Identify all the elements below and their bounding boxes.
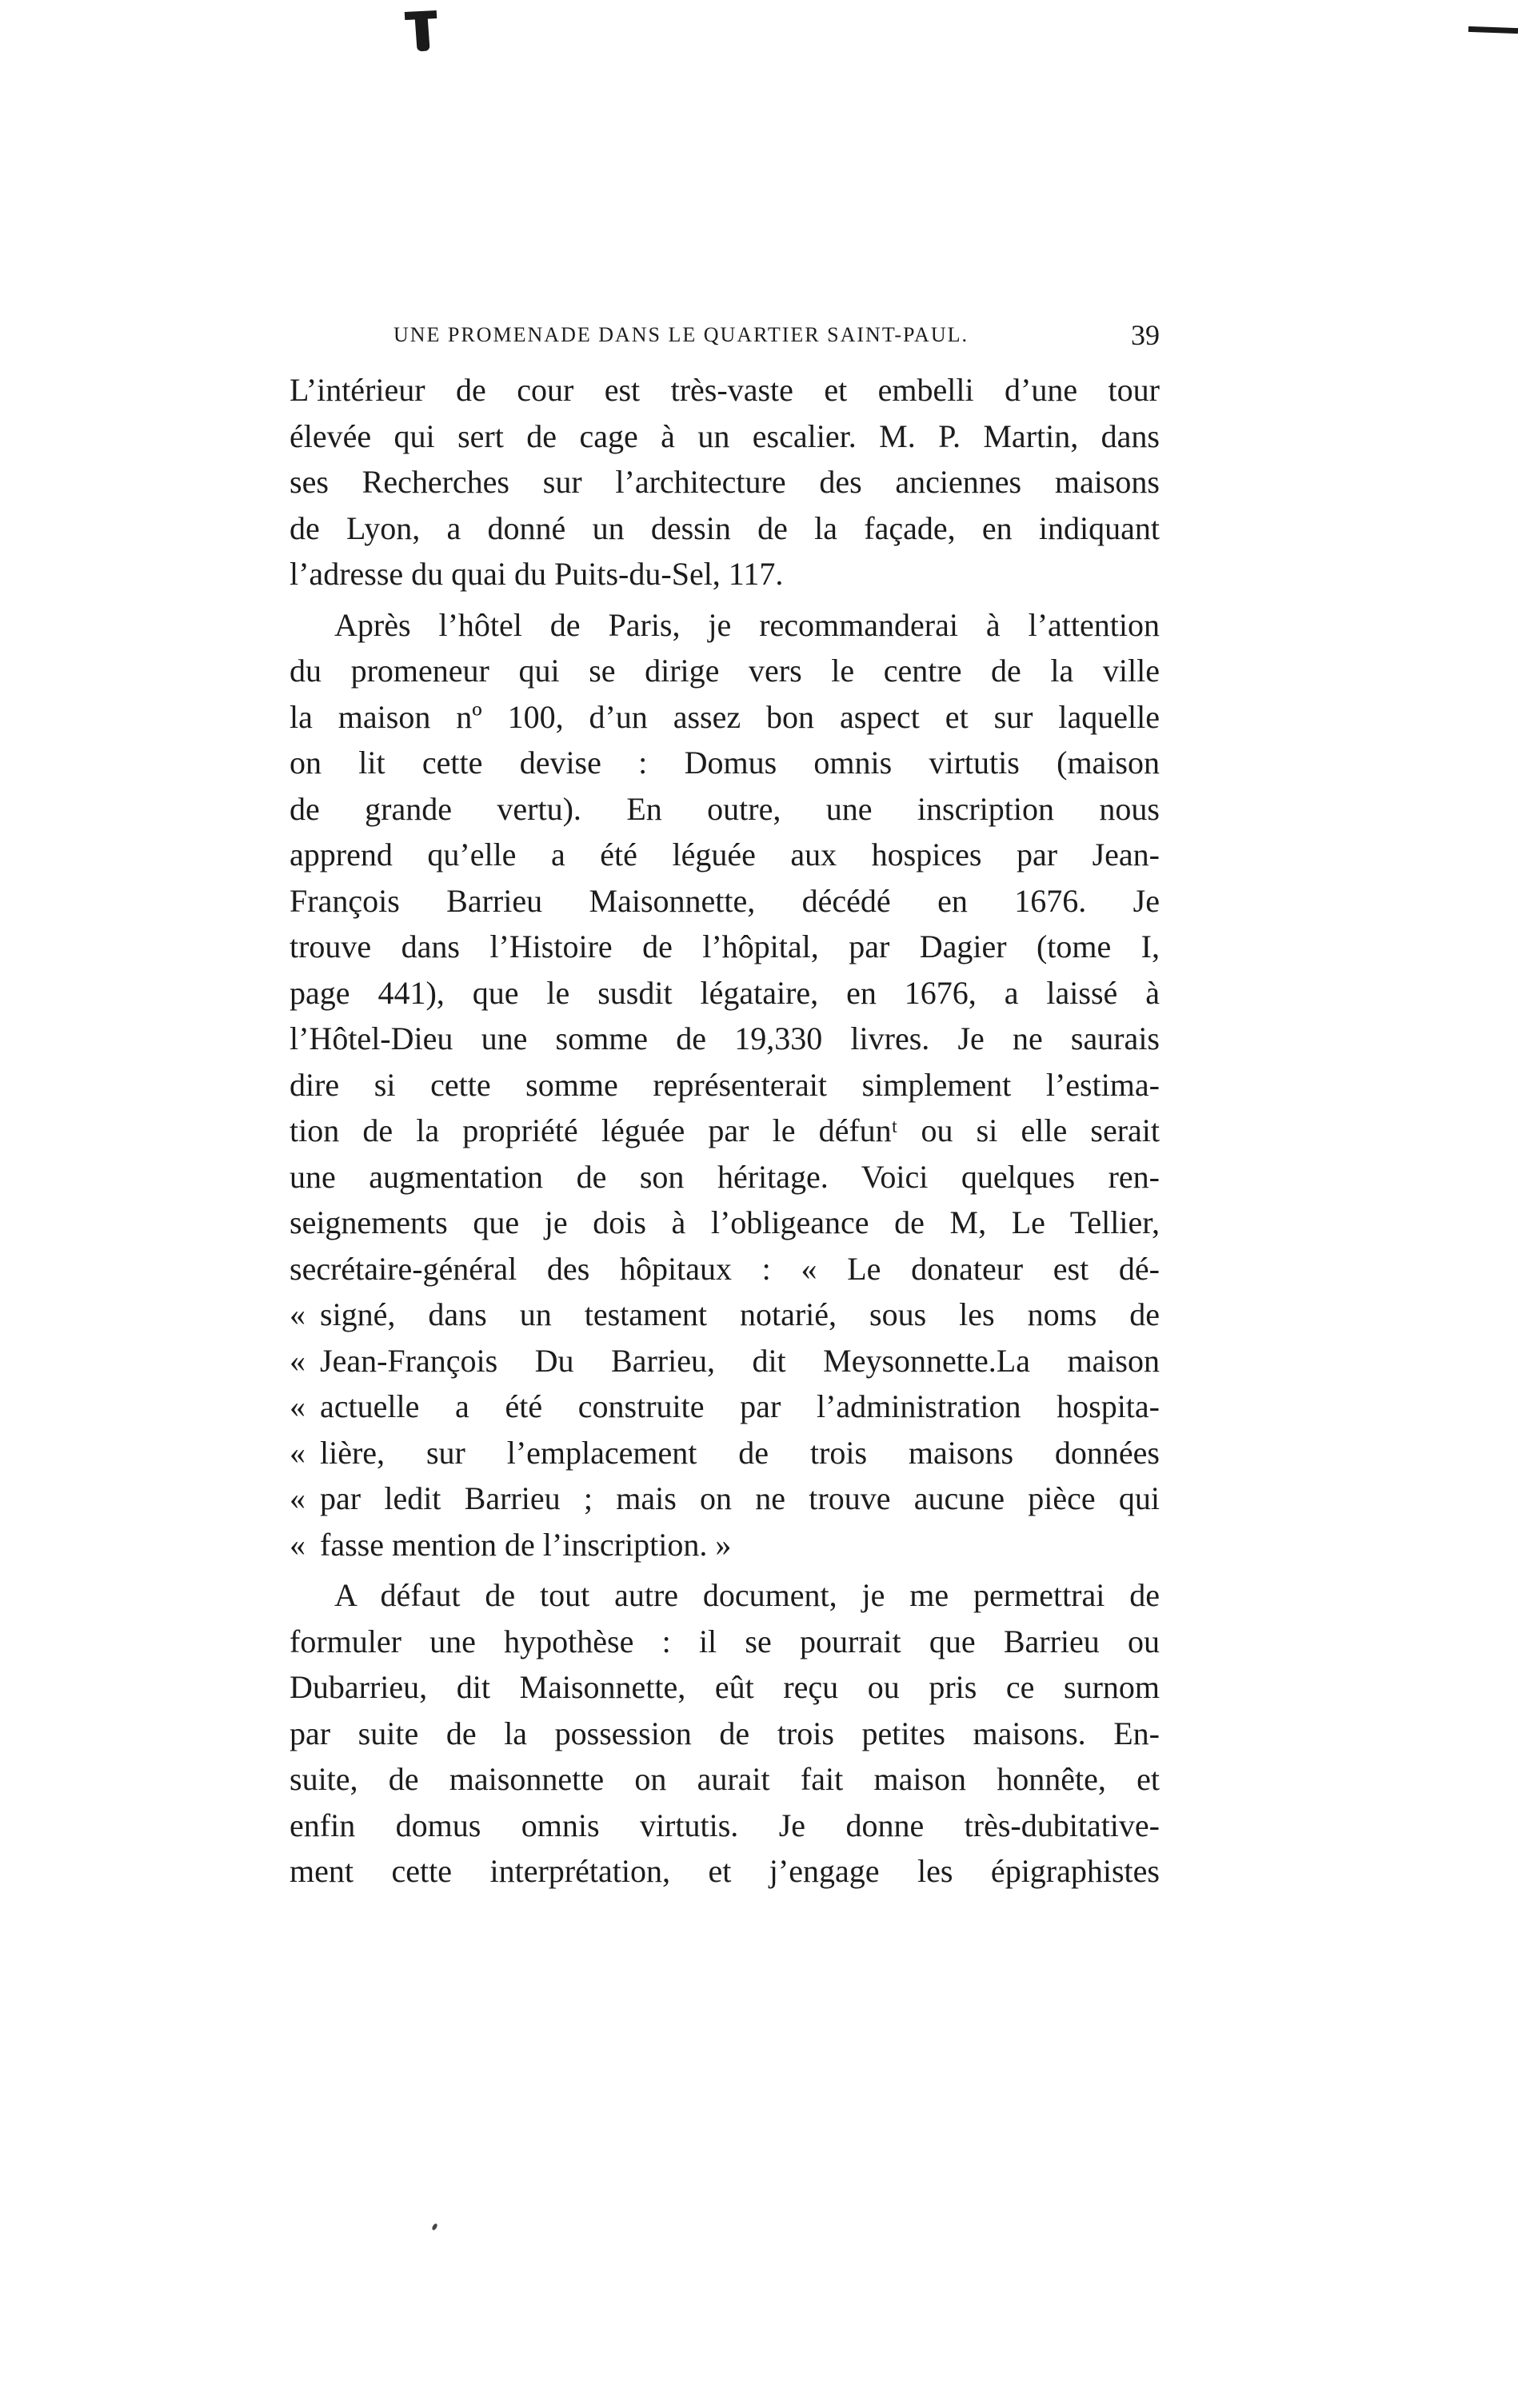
- quote-text: fasse mention de l’inscription. »: [320, 1526, 732, 1563]
- text-line: de grande vertu). En outre, une inscription nous: [290, 790, 1160, 827]
- text-line: François Barrieu Maisonnette, décédé en 1676. Je: [290, 882, 1160, 919]
- quote-line: [290, 1292, 1160, 1338]
- page-number: 39: [1131, 319, 1160, 351]
- text-line: l’adresse du quai du Puits-du-Sel, 117.: [290, 556, 784, 592]
- running-head: UNE PROMENADE DANS LE QUARTIER SAINT-PAUL.: [393, 323, 969, 346]
- text-line: L’intérieur de cour est très-vaste et embelli d’une tour: [290, 372, 1160, 408]
- quote-text: signé, dans un testament notarié, sous les noms de: [320, 1296, 1160, 1332]
- quote-line: [290, 1338, 1160, 1384]
- page-body: [290, 367, 1160, 1895]
- quote-text: actuelle a été construite par l’administration hospita-: [320, 1388, 1160, 1424]
- text-line: ment cette interprétation, et j’engage les épigraphistes: [290, 1853, 1160, 1889]
- quote-line: [290, 1430, 1160, 1476]
- text-line: on lit cette devise : Domus omnis virtutis (maison: [290, 745, 1160, 781]
- quote-mark: «: [290, 1480, 306, 1516]
- text-line: enfin domus omnis virtutis. Je donne très-dubitative-: [290, 1807, 1160, 1843]
- text-line: formuler une hypothèse : il se pourrait que Barrieu ou: [290, 1623, 1160, 1659]
- quote-mark: «: [290, 1342, 306, 1379]
- text-line: Après l’hôtel de Paris, je recommanderai à l’attention: [334, 606, 1160, 643]
- text-line: une augmentation de son héritage. Voici quelques ren-: [290, 1158, 1160, 1195]
- quote-line: [290, 1384, 1160, 1430]
- ink-speck: [431, 2222, 438, 2230]
- text-line: dire si cette somme représenterait simplement l’estima-: [290, 1066, 1160, 1103]
- text-line: l’Hôtel-Dieu une somme de 19,330 livres. Je ne saurais: [290, 1020, 1160, 1056]
- text-line: apprend qu’elle a été léguée aux hospices par Jean-: [290, 837, 1160, 873]
- quote-line: [290, 1476, 1160, 1522]
- text-line: de Lyon, a donné un dessin de la façade, en indiquant: [290, 509, 1160, 546]
- text-line: A défaut de tout autre document, je me permettrai de: [334, 1577, 1160, 1613]
- text-line: suite, de maisonnette on aurait fait maison honnête, et: [290, 1761, 1160, 1797]
- text-line: page 441), que le susdit légataire, en 1676, a laissé à: [290, 974, 1160, 1011]
- text-line: élevée qui sert de cage à un escalier. M. P. Martin, dans: [290, 417, 1160, 454]
- text-line: du promeneur qui se dirige vers le centre de la ville: [290, 653, 1160, 689]
- text-line: la maison nº 100, d’un assez bon aspect et sur laquelle: [290, 698, 1160, 735]
- text-line: seignements que je dois à l’obligeance de M, Le Tellier,: [290, 1204, 1160, 1240]
- quote-text: lière, sur l’emplacement de trois maisons données: [320, 1434, 1160, 1471]
- quote-line: [290, 1522, 1160, 1568]
- ink-mark-top-stem: [414, 14, 429, 51]
- quote-mark: «: [290, 1526, 306, 1563]
- quote-mark: «: [290, 1296, 306, 1332]
- quote-text: par ledit Barrieu ; mais on ne trouve aucune pièce qui: [320, 1480, 1160, 1516]
- text-line: Dubarrieu, dit Maisonnette, eût reçu ou pris ce surnom: [290, 1669, 1160, 1705]
- quote-text: Jean-François Du Barrieu, dit Meysonnette.La maison: [320, 1342, 1160, 1379]
- text-line: secrétaire-général des hôpitaux : « Le donateur est dé-: [290, 1250, 1160, 1287]
- text-line: ses Recherches sur l’architecture des anciennes maisons: [290, 464, 1160, 500]
- text-line: tion de la propriété léguée par le défunᵗ ou si elle serait: [290, 1112, 1160, 1148]
- ink-mark-right: [1468, 26, 1518, 34]
- quote-mark: «: [290, 1434, 306, 1471]
- quote-mark: «: [290, 1388, 306, 1424]
- text-line: trouve dans l’Histoire de l’hôpital, par Dagier (tome I,: [290, 928, 1160, 964]
- page-header: [393, 318, 1160, 355]
- text-line: par suite de la possession de trois petites maisons. En-: [290, 1715, 1160, 1751]
